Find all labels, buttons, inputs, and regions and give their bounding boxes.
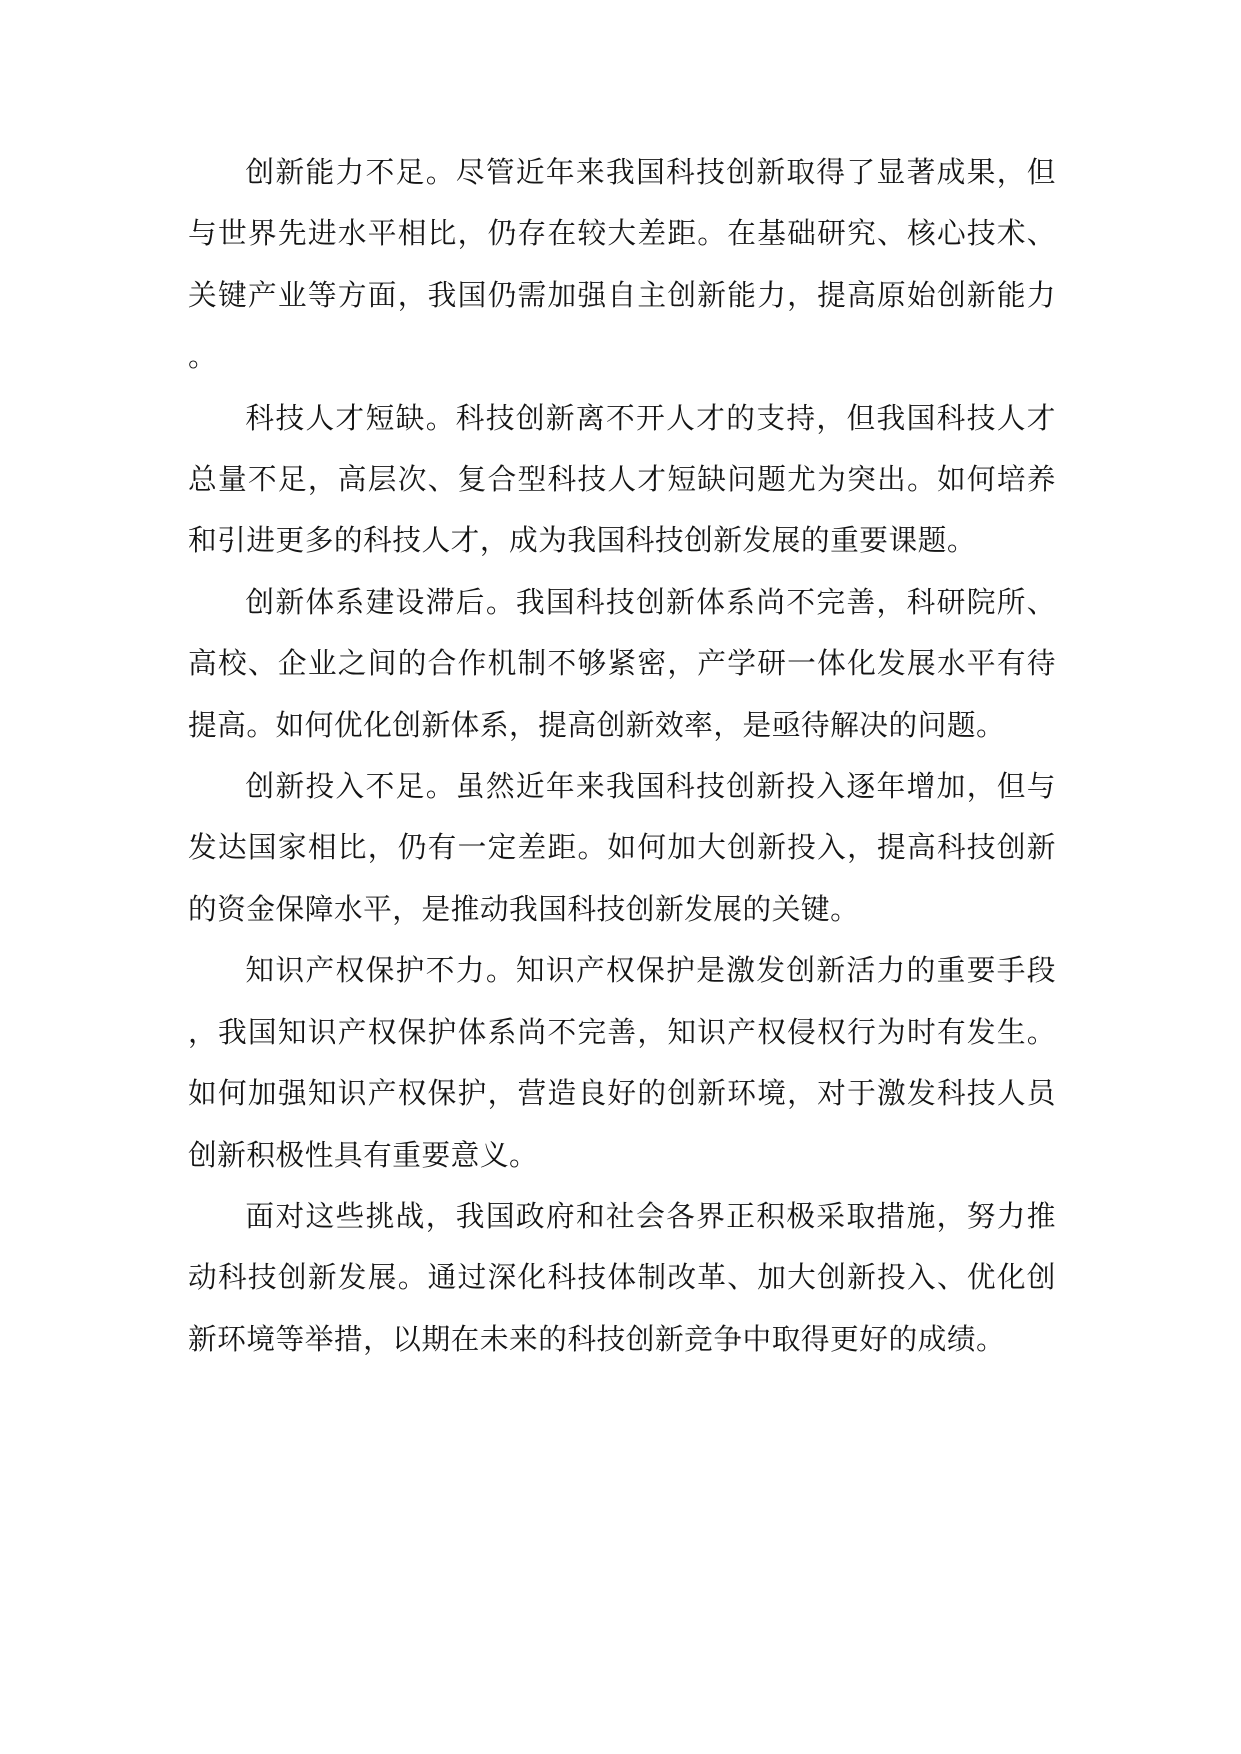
- paragraph-ip-protection: 知识产权保护不力。知识产权保护是激发创新活力的重要手段，我国知识产权保护体系尚不完善，知识产权侵权行为时有发生。如何加强知识产权保护，营造良好的创新环境，对于激发科技人员创新积极性具有重要意义。: [188, 953, 1056, 1172]
- paragraph-conclusion: 面对这些挑战，我国政府和社会各界正积极采取措施，努力推动科技创新发展。通过深化科技体制改革、加大创新投入、优化创新环境等举措，以期在未来的科技创新竞争中取得更好的成绩。: [188, 1198, 1056, 1356]
- document-body: [188, 142, 1056, 1370]
- paragraph-innovation-capability: 创新能力不足。尽管近年来我国科技创新取得了显著成果，但与世界先进水平相比，仍存在较大差距。在基础研究、核心技术、关键产业等方面，我国仍需加强自主创新能力，提高原始创新能力。: [188, 155, 1056, 374]
- paragraph-talent-shortage: 科技人才短缺。科技创新离不开人才的支持，但我国科技人才总量不足，高层次、复合型科技人才短缺问题尤为突出。如何培养和引进更多的科技人才，成为我国科技创新发展的重要课题。: [188, 400, 1056, 558]
- paragraph-innovation-system: 创新体系建设滞后。我国科技创新体系尚不完善，科研院所、高校、企业之间的合作机制不够紧密，产学研一体化发展水平有待提高。如何优化创新体系，提高创新效率，是亟待解决的问题。: [188, 584, 1056, 742]
- paragraph-innovation-investment: 创新投入不足。虽然近年来我国科技创新投入逐年增加，但与发达国家相比，仍有一定差距。如何加大创新投入，提高科技创新的资金保障水平，是推动我国科技创新发展的关键。: [188, 769, 1056, 926]
